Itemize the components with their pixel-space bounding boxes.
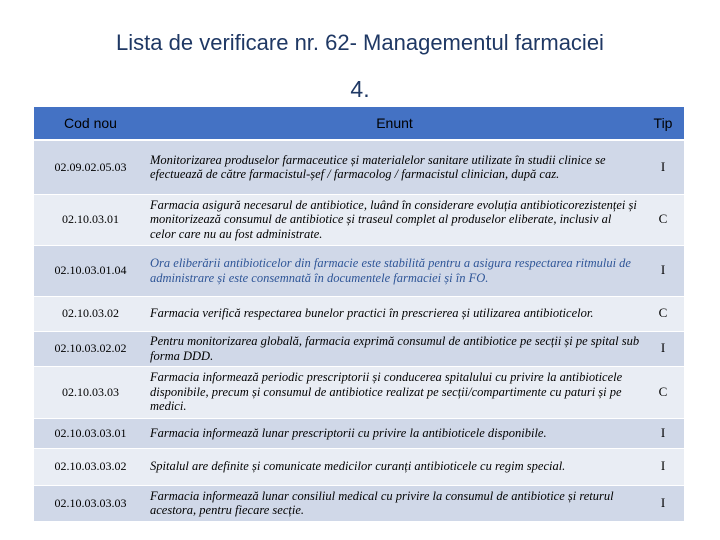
table-row: [34, 296, 684, 331]
table-header-row: [34, 107, 684, 140]
row-type: I: [642, 140, 684, 194]
row-type: I: [642, 418, 684, 448]
row-code: 02.10.03.02: [34, 296, 147, 331]
row-type: I: [642, 331, 684, 366]
header-type: Tip: [642, 107, 684, 140]
row-statement: Monitorizarea produselor farmaceutice și materialelor sanitare utilizate în studii clinice se efectuează de către farmacistul-șef / farmacolog / farmacistul clinician, după caz.: [147, 140, 642, 194]
header-code: Cod nou: [34, 107, 147, 140]
row-statement: Farmacia verifică respectarea bunelor practici în prescrierea și utilizarea antibioticelor.: [147, 296, 642, 331]
table-row: [34, 194, 684, 245]
row-type: I: [642, 245, 684, 296]
row-code: 02.10.03.03.03: [34, 485, 147, 521]
page-title: Lista de verificare nr. 62- Managementul farmaciei: [116, 30, 604, 55]
row-code: 02.10.03.03.01: [34, 418, 147, 448]
row-type: I: [642, 448, 684, 485]
header-statement: Enunt: [147, 107, 642, 140]
checklist-table: [34, 107, 684, 522]
table-row: [34, 485, 684, 521]
table-row: [34, 448, 684, 485]
row-statement: Farmacia asigură necesarul de antibiotice, luând în considerare evoluția antibioticorezistenței și monitorizează consumul de antibiotice și traseul complet al produselor eliberate, inclusiv al celor care nu au fost administrate.: [147, 194, 642, 245]
row-code: 02.10.03.01: [34, 194, 147, 245]
table-row: [34, 366, 684, 418]
table-row: [34, 418, 684, 448]
row-code: 02.09.02.05.03: [34, 140, 147, 194]
table-row: [34, 245, 684, 296]
row-type: C: [642, 296, 684, 331]
row-code: 02.10.03.02.02: [34, 331, 147, 366]
row-statement: Farmacia informează periodic prescriptorii și conducerea spitalului cu privire la antibioticele disponibile, precum și consumul de antibiotice realizat pe secții/compartimente cu paturi și pe medici.: [147, 366, 642, 418]
row-code: 02.10.03.03: [34, 366, 147, 418]
row-statement: Ora eliberării antibioticelor din farmacie este stabilită pentru a asigura respectarea ritmului de administrare și este consemnată în documentele farmaciei și în FO.: [147, 245, 642, 296]
row-type: C: [642, 194, 684, 245]
table-row: [34, 331, 684, 366]
row-code: 02.10.03.01.04: [34, 245, 147, 296]
row-statement: Spitalul are definite și comunicate medicilor curanți antibioticele cu regim special.: [147, 448, 642, 485]
row-statement: Pentru monitorizarea globală, farmacia exprimă consumul de antibiotice pe secții și pe spital sub forma DDD.: [147, 331, 642, 366]
row-statement: Farmacia informează lunar consiliul medical cu privire la consumul de antibiotice și returul acestora, pentru fiecare secție.: [147, 485, 642, 521]
page-title-number: 4.: [350, 76, 370, 102]
row-statement: Farmacia informează lunar prescriptorii cu privire la antibioticele disponibile.: [147, 418, 642, 448]
row-type: I: [642, 485, 684, 521]
row-code: 02.10.03.03.02: [34, 448, 147, 485]
table-row: [34, 140, 684, 194]
row-type: C: [642, 366, 684, 418]
